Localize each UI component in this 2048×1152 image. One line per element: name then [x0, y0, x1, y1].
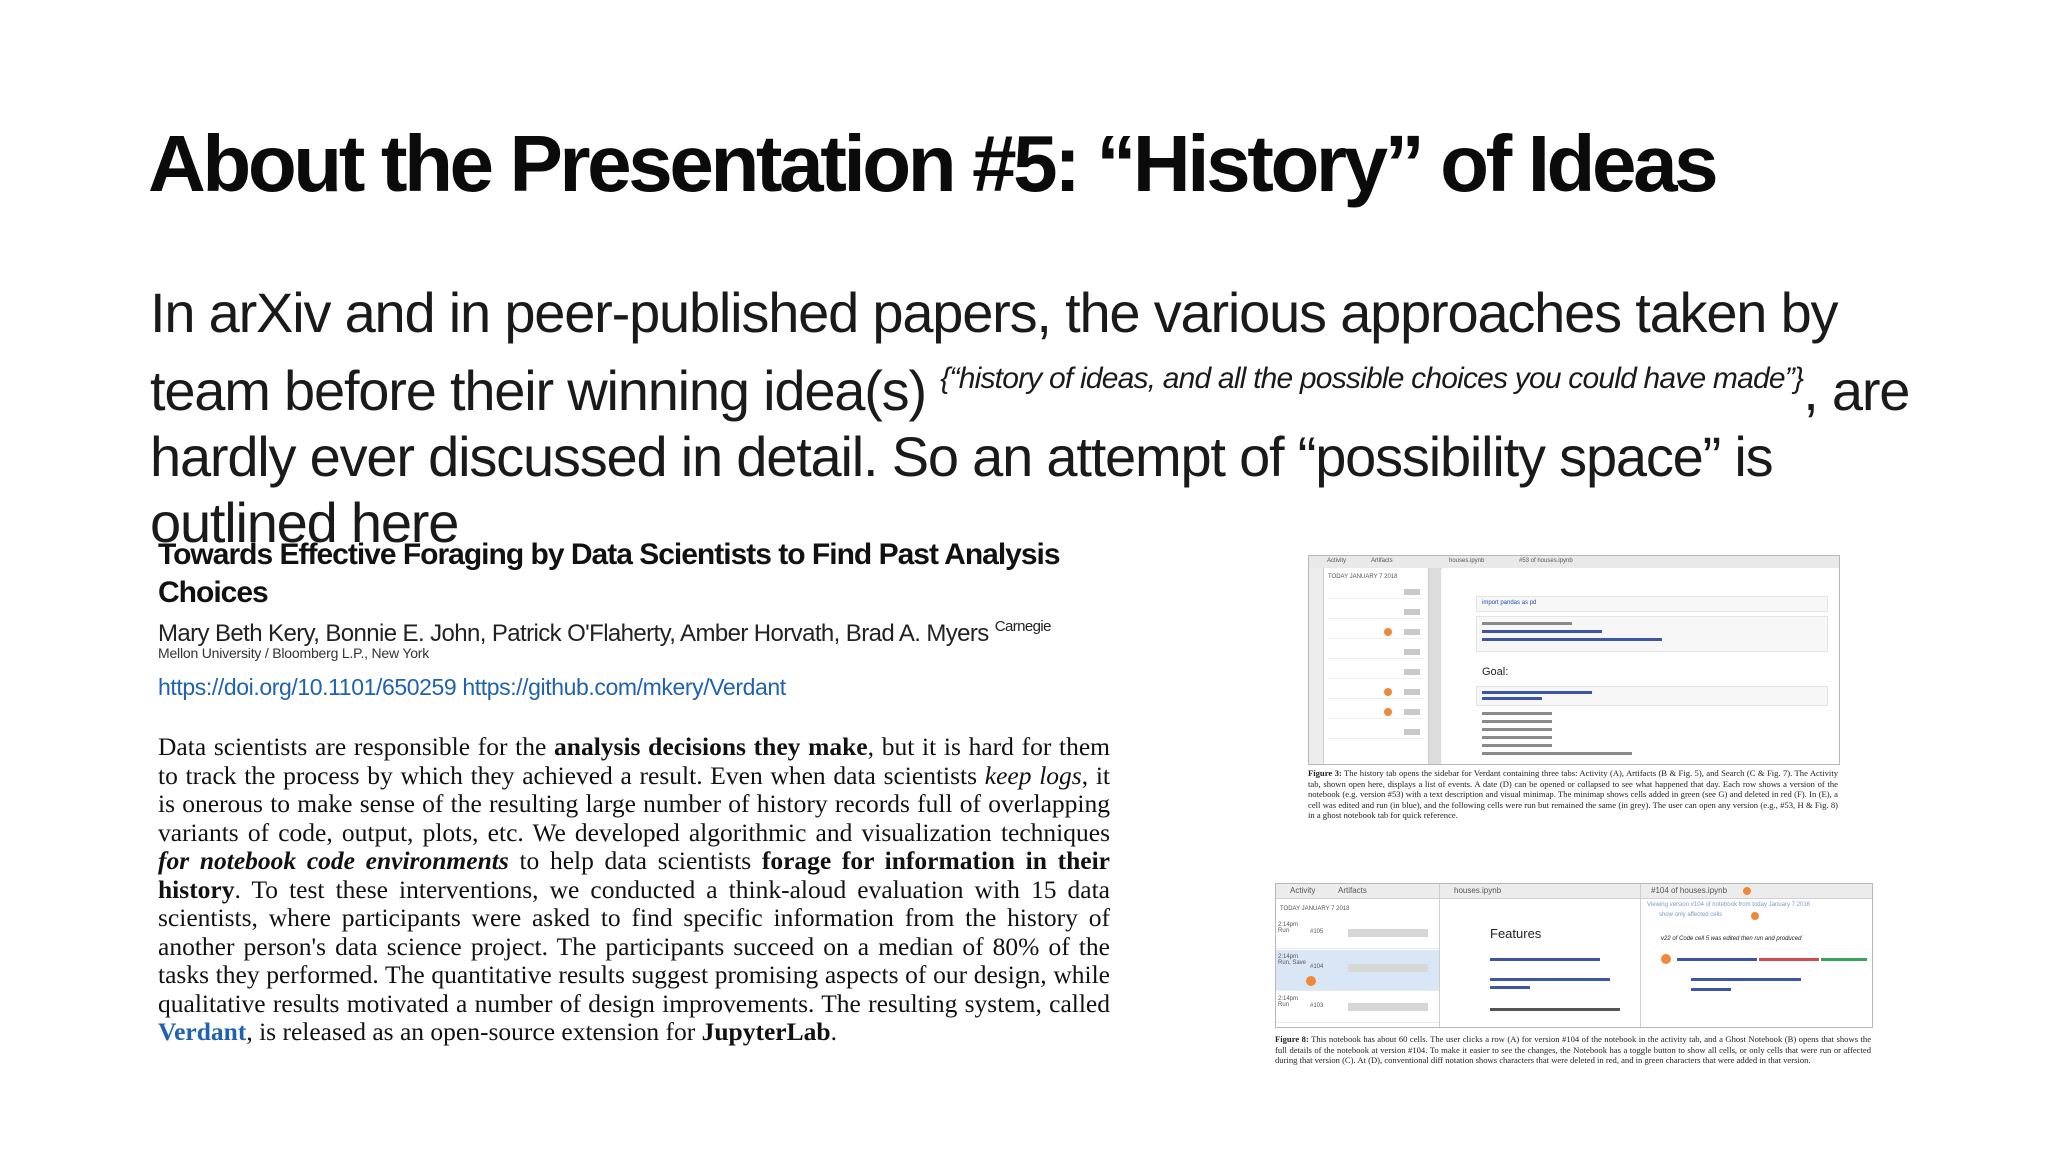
fig8-code-added [1821, 958, 1867, 961]
fig3-history-row [1328, 666, 1424, 679]
authors-affil-sup: Carnegie [994, 618, 1051, 635]
slide-title: About the Presentation #5: “History” of Ideas [148, 119, 1716, 208]
abstract-t3: , it is onerous to make sense of the resulting large number of history records full of overlapping variants of code, output, plots, etc. We developed algorithmic and visualization techniques [158, 760, 1110, 847]
fig3-tab-version: #53 of houses.ipynb [1519, 558, 1573, 564]
paper-authors [158, 612, 1118, 649]
fig8-tab-houses: houses.ipynb [1454, 886, 1502, 895]
abstract-i1: keep logs [984, 760, 1082, 790]
abstract-t6: , is released as an open-source extension for [246, 1017, 702, 1046]
abstract-t5: . To test these interventions, we conducted a think-aloud evaluation with 15 data scientists, where participants were asked to find specific information from the history of another person's data science project. The participants succeed on a median of 80% of the tasks they performed. The quantitative results suggest promising aspects of our design, while qualitative results motivated a number of design improvements. The resulting system, called [158, 874, 1110, 1018]
figure-3-screenshot [1308, 555, 1840, 765]
abstract-t2: , but it is hard for them to track the process by which they achieved a result. Even when data scientists [158, 732, 1111, 790]
fig8-code [1490, 1008, 1620, 1011]
figure-8-screenshot [1275, 883, 1873, 1028]
fig8-activity-panel [1276, 884, 1440, 1027]
doi-link[interactable]: https://doi.org/10.1101/650259 [158, 674, 457, 700]
fig8-features-heading: Features [1490, 926, 1542, 941]
fig3-goal-heading: Goal: [1482, 666, 1509, 678]
figure-8-caption [1275, 1034, 1871, 1066]
fig8-ghost-tab [1641, 884, 1872, 899]
abstract-b2: forage for information in their history [158, 846, 1110, 904]
authors-names: Mary Beth Kery, Bonnie E. John, Patrick O'Flaherty, Amber Horvath, Brad A. Myers [158, 620, 995, 647]
abstract-t7: . [830, 1017, 837, 1046]
fig8-edit-note: v22 of Code cell 5 was edited then run and produced [1661, 936, 1802, 942]
abstract-t4: to help data scientists [508, 846, 762, 875]
paper-title: Towards Effective Foraging by Data Scientists to Find Past Analysis Choices [158, 538, 1060, 609]
intro-paragraph [150, 280, 1910, 556]
fig8-row[interactable]: 2:14pm Run #105 [1276, 918, 1439, 949]
fig8-tabs [1276, 884, 1439, 899]
fig3-tab-houses: houses.ipynb [1449, 558, 1485, 564]
github-link[interactable]: https://github.com/mkery/Verdant [462, 674, 786, 700]
fig8-row[interactable]: 2:14pm Run #103 [1276, 992, 1439, 1023]
fig3-history-row [1328, 706, 1424, 719]
figure-3-caption [1308, 768, 1838, 821]
fig8-code [1691, 978, 1801, 981]
fig8-tab-artifacts: Artifacts [1338, 886, 1367, 895]
fig3-cell [1476, 686, 1828, 706]
fig3-left-toolbar [1309, 568, 1324, 764]
intro-quote: {“history of ideas, and all the possible choices you could have made”} [940, 362, 1804, 395]
abstract-t1: Data scientists are responsible for the [158, 732, 555, 761]
intro-text-2: , are hardly ever discussed in detail. So an attempt of “possibility space” is outlined here [150, 359, 1910, 554]
fig8-date: TODAY JANUARY 7 2018 [1280, 906, 1350, 912]
abstract-jupyter: JupyterLab [701, 1017, 831, 1046]
fig3-history-row [1328, 586, 1424, 599]
fig3-history-row [1328, 606, 1424, 619]
fig3-history-row [1328, 686, 1424, 699]
abstract-bi1: for notebook code environments [158, 846, 509, 875]
fig8-tab-version: #104 of houses.ipynb [1651, 886, 1728, 895]
verdant-link[interactable]: Verdant [158, 1017, 247, 1046]
fig8-viewing: Viewing version #104 of notebook from today January 7 2018 [1647, 902, 1810, 908]
fig8-row-selected[interactable]: 2:14pm Run, Save #104 [1276, 950, 1439, 991]
fig3-minimap [1429, 568, 1441, 764]
fig8-notebook-panel [1440, 884, 1641, 1027]
fig3-notebook [1442, 568, 1839, 764]
fig8-code [1677, 958, 1757, 961]
fig8-code [1490, 958, 1600, 961]
fig8-code [1490, 978, 1610, 981]
fig8-caption-label: Figure 8: [1275, 1034, 1309, 1044]
fig3-caption-label: Figure 3: [1308, 768, 1342, 778]
fig8-code-deleted [1759, 958, 1819, 961]
fig3-history-row [1328, 626, 1424, 639]
fig8-notebook-tab [1440, 884, 1640, 899]
fig3-cell-code: import pandas as pd [1482, 600, 1537, 606]
fig8-show-only-toggle[interactable]: show only affected cells [1659, 912, 1723, 918]
fig8-caption-text: This notebook has about 60 cells. The user clicks a row (A) for version #104 of the notebook in the activity tab, and a Ghost Notebook (B) opens that shows the full details of the notebook at version #104. To make it easier to see the changes, the Notebook has a toggle button to show all cells, or only cells that were run or affected during that version (C). At (D), conventional diff notation shows characters that were deleted in red, and in green characters that were added in that version. [1275, 1034, 1872, 1065]
fig3-date: TODAY JANUARY 7 2018 [1328, 574, 1398, 580]
fig3-tab-activity: Activity [1327, 558, 1347, 564]
fig3-caption-text: The history tab opens the sidebar for Verdant containing three tabs: Activity (A), Artifacts (B & Fig. 5), and Search (C & Fig. 7). The Activity tab, shown open here, displays a list of events. A date (D) can be opened or collapsed to see what happened that day. Each row shows a version of the notebook (e.g. version #53) with a text description and visual minimap. The minimap shows cells added in green (see G) and deleted in red (F). In (E), a cell was edited and run (in blue), and the following cells were run but remained the same (in grey). The user can open any version (e.g., #53, H & Fig. 8) in a ghost notebook tab for quick reference. [1308, 768, 1839, 820]
fig8-code [1490, 986, 1530, 989]
paper-affiliation: Mellon University / Bloomberg L.P., New York [158, 645, 430, 661]
paper-abstract [158, 733, 1110, 1047]
fig3-history-panel [1324, 568, 1429, 764]
fig3-tab-artifacts: Artifacts [1371, 558, 1393, 564]
intro-text-1: In arXiv and in peer-published papers, the various approaches taken by team before their winning idea(s) [150, 281, 1838, 422]
fig3-history-row [1328, 726, 1424, 739]
abstract-b1: analysis decisions they make [554, 732, 868, 761]
fig8-ghost-notebook [1641, 884, 1872, 1027]
fig8-tab-activity: Activity [1290, 886, 1316, 895]
paper-links [158, 674, 786, 701]
fig3-history-row [1328, 646, 1424, 659]
fig8-code [1691, 988, 1731, 991]
